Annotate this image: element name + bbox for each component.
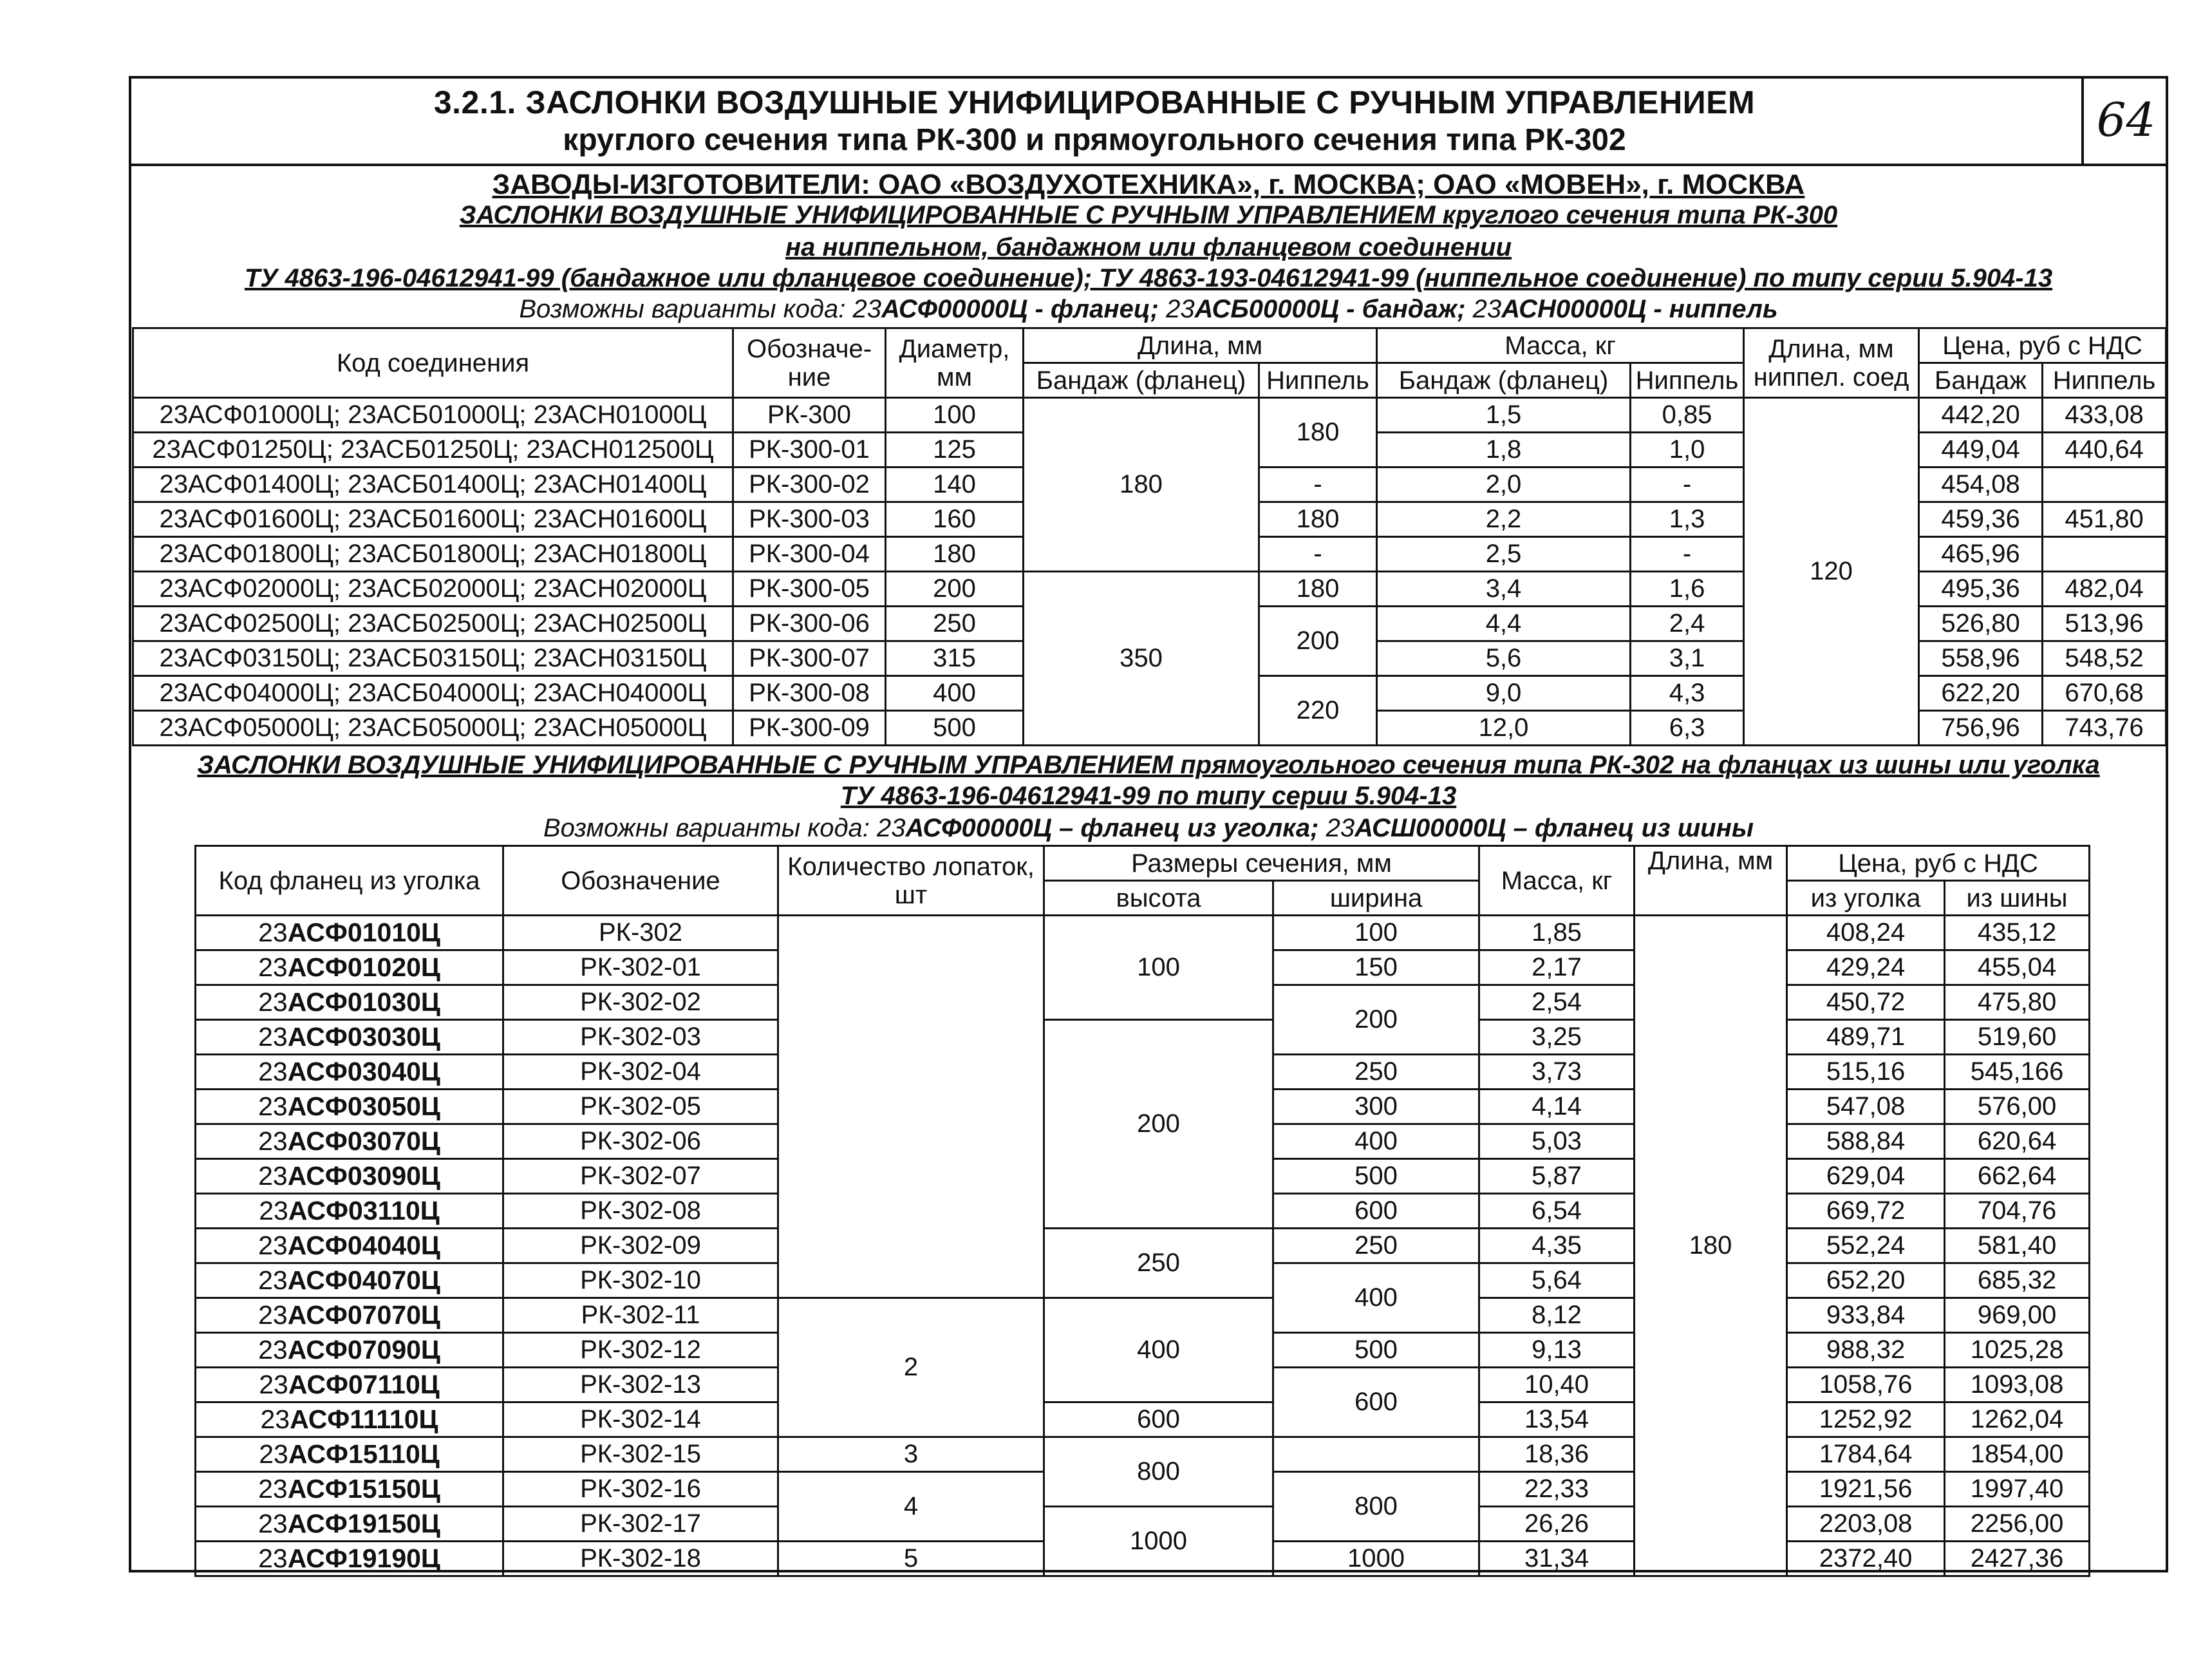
cell-mass-band: 12,0	[1377, 711, 1631, 746]
table-row	[196, 1298, 2090, 1333]
cell-code: 23АСФ19150Ц	[196, 1507, 503, 1542]
cell-mass-nip: 6,3	[1631, 711, 1744, 746]
col-width: ширина	[1273, 881, 1479, 916]
cell-designation: РК-300-04	[733, 537, 886, 572]
cell-diameter: 500	[886, 711, 1024, 746]
cell-price-band: 459,36	[1919, 502, 2043, 537]
cell-length-nip: 220	[1259, 676, 1377, 746]
cell-price-nip: 743,76	[2043, 711, 2166, 746]
cell-price-band: 756,96	[1919, 711, 2043, 746]
cell-designation: РК-302-12	[503, 1333, 778, 1368]
cell-height: 800	[1044, 1437, 1273, 1507]
cell-price-angle: 629,04	[1787, 1159, 1945, 1194]
cell-mass: 5,87	[1479, 1159, 1635, 1194]
cell-mass: 18,36	[1479, 1437, 1635, 1472]
cell-designation: РК-300-07	[733, 641, 886, 676]
cell-diameter: 250	[886, 607, 1024, 641]
cell-mass-nip: 1,0	[1631, 433, 1744, 467]
cell-designation: РК-300-02	[733, 467, 886, 502]
cell-designation: РК-300-01	[733, 433, 886, 467]
section1-subtitle: ЗАСЛОНКИ ВОЗДУШНЫЕ УНИФИЦИРОВАННЫЕ С РУЧНЫМ УПРАВЛЕНИЕМ круглого сечения типа РК-300	[459, 201, 1838, 229]
col-blades: Количество лопаток, шт	[778, 846, 1044, 916]
cell-designation: РК-302-17	[503, 1507, 778, 1542]
cell-price-nip: 548,52	[2043, 641, 2166, 676]
cell-height: 200	[1044, 1020, 1273, 1229]
cell-price-angle: 2203,08	[1787, 1507, 1945, 1542]
cell-length-nip: 180	[1259, 572, 1377, 607]
table-rk302	[194, 845, 2090, 1577]
cell-width	[1273, 1437, 1479, 1472]
cell-width: 600	[1273, 1194, 1479, 1229]
cell-mass: 5,64	[1479, 1263, 1635, 1298]
cell-designation: РК-302-03	[503, 1020, 778, 1055]
cell-blades: 5	[778, 1542, 1044, 1576]
col-price: Цена, руб с НДС	[1787, 846, 2090, 881]
cell-price-band: 454,08	[1919, 467, 2043, 502]
cell-width: 200	[1273, 985, 1479, 1055]
cell-designation: РК-302	[503, 916, 778, 950]
cell-mass-band: 9,0	[1377, 676, 1631, 711]
cell-mass-nip: 0,85	[1631, 398, 1744, 433]
cell-price-bar: 435,12	[1945, 916, 2090, 950]
cell-designation: РК-300-06	[733, 607, 886, 641]
cell-price-band: 558,96	[1919, 641, 2043, 676]
cell-designation: РК-300-09	[733, 711, 886, 746]
cell-width: 300	[1273, 1090, 1479, 1124]
cell-price-band: 526,80	[1919, 607, 2043, 641]
cell-price-bar: 519,60	[1945, 1020, 2090, 1055]
section1-tu: ТУ 4863-196-04612941-99 (бандажное или фланцевое соединение); ТУ 4863-193-04612941-99 (ниппельное соединение) по типу серии 5.904-13	[244, 264, 2053, 292]
cell-height: 100	[1044, 916, 1273, 1020]
cell-mass-nip: 4,3	[1631, 676, 1744, 711]
cell-code: 23АСФ01400Ц; 23АСБ01400Ц; 23АСН01400Ц	[133, 467, 733, 502]
cell-width: 400	[1273, 1124, 1479, 1159]
cell-height: 250	[1044, 1229, 1273, 1298]
cell-width: 400	[1273, 1263, 1479, 1333]
cell-code: 23АСФ11110Ц	[196, 1402, 503, 1437]
cell-mass: 9,13	[1479, 1333, 1635, 1368]
cell-price-nip: 433,08	[2043, 398, 2166, 433]
cell-price-bar: 475,80	[1945, 985, 2090, 1020]
cell-code: 23АСФ03040Ц	[196, 1055, 503, 1090]
cell-price-bar: 620,64	[1945, 1124, 2090, 1159]
cell-blades	[778, 916, 1044, 1298]
cell-price-angle: 1921,56	[1787, 1472, 1945, 1507]
cell-price-nip: 451,80	[2043, 502, 2166, 537]
table-row	[196, 1507, 2090, 1542]
cell-length-nip: 180	[1259, 502, 1377, 537]
cell-designation: РК-302-13	[503, 1368, 778, 1402]
cell-code: 23АСФ01800Ц; 23АСБ01800Ц; 23АСН01800Ц	[133, 537, 733, 572]
cell-price-band: 622,20	[1919, 676, 2043, 711]
section2-title: ЗАСЛОНКИ ВОЗДУШНЫЕ УНИФИЦИРОВАННЫЕ С РУЧНЫМ УПРАВЛЕНИЕМ прямоугольного сечения типа РК-302 на фланцах из шины или уголка	[197, 751, 2100, 779]
table-rk300	[132, 327, 2167, 746]
cell-mass-band: 5,6	[1377, 641, 1631, 676]
table-row	[196, 1229, 2090, 1263]
cell-mass: 22,33	[1479, 1472, 1635, 1507]
cell-designation: РК-302-09	[503, 1229, 778, 1263]
col-designation: Обозначе-ние	[733, 328, 886, 398]
cell-code: 23АСФ07110Ц	[196, 1368, 503, 1402]
cell-mass-band: 1,5	[1377, 398, 1631, 433]
col-length: Длина, мм	[1024, 328, 1377, 363]
cell-price-angle: 588,84	[1787, 1124, 1945, 1159]
cell-width: 1000	[1273, 1542, 1479, 1576]
cell-mass-band: 4,4	[1377, 607, 1631, 641]
cell-price-angle: 2372,40	[1787, 1542, 1945, 1576]
cell-code: 23АСФ07090Ц	[196, 1333, 503, 1368]
cell-price-bar: 685,32	[1945, 1263, 2090, 1298]
col-section: Размеры сечения, мм	[1044, 846, 1479, 881]
col-code: Код фланец из уголка	[196, 846, 503, 916]
cell-designation: РК-302-16	[503, 1472, 778, 1507]
cell-mass: 2,17	[1479, 950, 1635, 985]
cell-width: 250	[1273, 1229, 1479, 1263]
cell-price-angle: 429,24	[1787, 950, 1945, 985]
cell-diameter: 180	[886, 537, 1024, 572]
cell-mass: 26,26	[1479, 1507, 1635, 1542]
cell-diameter: 400	[886, 676, 1024, 711]
cell-mass-nip: 1,3	[1631, 502, 1744, 537]
cell-code: 23АСФ02000Ц; 23АСБ02000Ц; 23АСН02000Ц	[133, 572, 733, 607]
cell-price-angle: 547,08	[1787, 1090, 1945, 1124]
cell-diameter: 160	[886, 502, 1024, 537]
col-mass-nip: Ниппель	[1631, 363, 1744, 398]
page-title: 3.2.1. ЗАСЛОНКИ ВОЗДУШНЫЕ УНИФИЦИРОВАННЫЕ С РУЧНЫМ УПРАВЛЕНИЕМ	[433, 84, 1756, 120]
col-length: Длина, мм	[1635, 846, 1787, 916]
section2-variants: Возможны варианты кода: 23АСФ00000Ц – фланец из уголка; 23АСШ00000Ц – фланец из шины	[543, 814, 1754, 842]
cell-mass-nip: -	[1631, 537, 1744, 572]
table-row	[196, 916, 2090, 950]
cell-mass: 3,73	[1479, 1055, 1635, 1090]
cell-price-bar: 1854,00	[1945, 1437, 2090, 1472]
cell-price-angle: 489,71	[1787, 1020, 1945, 1055]
cell-mass: 31,34	[1479, 1542, 1635, 1576]
cell-code: 23АСФ04000Ц; 23АСБ04000Ц; 23АСН04000Ц	[133, 676, 733, 711]
cell-mass-nip: 2,4	[1631, 607, 1744, 641]
cell-designation: РК-300-05	[733, 572, 886, 607]
cell-diameter: 100	[886, 398, 1024, 433]
col-price-nip: Ниппель	[2043, 363, 2166, 398]
title-block	[129, 76, 2168, 166]
cell-code: 23АСФ01010Ц	[196, 916, 503, 950]
cell-price-bar: 2427,36	[1945, 1542, 2090, 1576]
cell-diameter: 315	[886, 641, 1024, 676]
cell-price-angle: 1252,92	[1787, 1402, 1945, 1437]
cell-price-bar: 455,04	[1945, 950, 2090, 985]
cell-mass-band: 2,5	[1377, 537, 1631, 572]
cell-price-bar: 704,76	[1945, 1194, 2090, 1229]
cell-price-band: 442,20	[1919, 398, 2043, 433]
col-designation: Обозначение	[503, 846, 778, 916]
cell-designation: РК-302-08	[503, 1194, 778, 1229]
cell-code: 23АСФ03110Ц	[196, 1194, 503, 1229]
cell-mass-band: 2,2	[1377, 502, 1631, 537]
cell-code: 23АСФ03050Ц	[196, 1090, 503, 1124]
cell-mass-band: 3,4	[1377, 572, 1631, 607]
cell-mass: 6,54	[1479, 1194, 1635, 1229]
cell-price-angle: 652,20	[1787, 1263, 1945, 1298]
cell-price-nip	[2043, 467, 2166, 502]
table-row	[196, 1402, 2090, 1437]
cell-width: 100	[1273, 916, 1479, 950]
section2-tu: ТУ 4863-196-04612941-99 по типу серии 5.904-13	[840, 782, 1457, 810]
cell-designation: РК-302-15	[503, 1437, 778, 1472]
cell-price-angle: 669,72	[1787, 1194, 1945, 1229]
cell-blades: 4	[778, 1472, 1044, 1542]
cell-width: 600	[1273, 1368, 1479, 1437]
cell-code: 23АСФ03070Ц	[196, 1124, 503, 1159]
table-row	[196, 1437, 2090, 1472]
cell-designation: РК-302-01	[503, 950, 778, 985]
cell-width: 150	[1273, 950, 1479, 985]
cell-code: 23АСФ03150Ц; 23АСБ03150Ц; 23АСН03150Ц	[133, 641, 733, 676]
col-price-angle: из уголка	[1787, 881, 1945, 916]
cell-price-angle: 408,24	[1787, 916, 1945, 950]
cell-designation: РК-302-18	[503, 1542, 778, 1576]
cell-price-bar: 1025,28	[1945, 1333, 2090, 1368]
cell-height: 1000	[1044, 1507, 1273, 1576]
cell-price-bar: 662,64	[1945, 1159, 2090, 1194]
table-row	[196, 1020, 2090, 1055]
col-mass: Масса, кг	[1377, 328, 1744, 363]
cell-length-band: 350	[1024, 572, 1259, 746]
cell-designation: РК-302-14	[503, 1402, 778, 1437]
col-mass: Масса, кг	[1479, 846, 1635, 916]
cell-code: 23АСФ19190Ц	[196, 1542, 503, 1576]
col-height: высота	[1044, 881, 1273, 916]
cell-code: 23АСФ03030Ц	[196, 1020, 503, 1055]
cell-price-bar: 1093,08	[1945, 1368, 2090, 1402]
cell-length-nip: 200	[1259, 607, 1377, 676]
cell-height: 600	[1044, 1402, 1273, 1437]
cell-code: 23АСФ03090Ц	[196, 1159, 503, 1194]
cell-price-angle: 515,16	[1787, 1055, 1945, 1090]
cell-width: 250	[1273, 1055, 1479, 1090]
cell-designation: РК-302-11	[503, 1298, 778, 1333]
cell-designation: РК-302-06	[503, 1124, 778, 1159]
cell-blades: 2	[778, 1298, 1044, 1437]
cell-price-angle: 1058,76	[1787, 1368, 1945, 1402]
cell-diameter: 140	[886, 467, 1024, 502]
cell-mass: 5,03	[1479, 1124, 1635, 1159]
cell-mass: 13,54	[1479, 1402, 1635, 1437]
cell-price-bar: 1262,04	[1945, 1402, 2090, 1437]
cell-price-angle: 1784,64	[1787, 1437, 1945, 1472]
cell-price-nip: 670,68	[2043, 676, 2166, 711]
cell-diameter: 200	[886, 572, 1024, 607]
cell-mass: 2,54	[1479, 985, 1635, 1020]
cell-price-band: 465,96	[1919, 537, 2043, 572]
col-code: Код соединения	[133, 328, 733, 398]
col-nip-length: Длина, мм ниппел. соед	[1744, 328, 1919, 398]
cell-price-bar: 1997,40	[1945, 1472, 2090, 1507]
cell-price-nip: 482,04	[2043, 572, 2166, 607]
cell-height: 400	[1044, 1298, 1273, 1402]
cell-mass-nip: 3,1	[1631, 641, 1744, 676]
cell-price-band: 495,36	[1919, 572, 2043, 607]
cell-price-nip: 440,64	[2043, 433, 2166, 467]
cell-code: 23АСФ01020Ц	[196, 950, 503, 985]
cell-price-angle: 552,24	[1787, 1229, 1945, 1263]
cell-price-band: 449,04	[1919, 433, 2043, 467]
cell-width: 500	[1273, 1333, 1479, 1368]
cell-mass-band: 2,0	[1377, 467, 1631, 502]
cell-mass: 1,85	[1479, 916, 1635, 950]
page-subtitle: круглого сечения типа РК-300 и прямоугольного сечения типа РК-302	[563, 123, 1626, 157]
cell-mass: 4,35	[1479, 1229, 1635, 1263]
cell-designation: РК-302-05	[503, 1090, 778, 1124]
cell-price-bar: 969,00	[1945, 1298, 2090, 1333]
cell-nip-conn-length: 120	[1744, 398, 1919, 746]
cell-price-angle: 450,72	[1787, 985, 1945, 1020]
page-number: 64	[2081, 76, 2168, 164]
cell-mass-nip: -	[1631, 467, 1744, 502]
cell-code: 23АСФ01030Ц	[196, 985, 503, 1020]
col-price-band: Бандаж	[1919, 363, 2043, 398]
cell-blades: 3	[778, 1437, 1044, 1472]
cell-code: 23АСФ05000Ц; 23АСБ05000Ц; 23АСН05000Ц	[133, 711, 733, 746]
cell-price-angle: 933,84	[1787, 1298, 1945, 1333]
table-row	[133, 398, 2166, 433]
cell-length-band: 180	[1024, 398, 1259, 572]
cell-mass: 8,12	[1479, 1298, 1635, 1333]
cell-length-nip: -	[1259, 537, 1377, 572]
cell-code: 23АСФ01600Ц; 23АСБ01600Ц; 23АСН01600Ц	[133, 502, 733, 537]
col-length-band: Бандаж (фланец)	[1024, 363, 1259, 398]
cell-price-angle: 988,32	[1787, 1333, 1945, 1368]
cell-code: 23АСФ02500Ц; 23АСБ02500Ц; 23АСН02500Ц	[133, 607, 733, 641]
cell-length-nip: 180	[1259, 398, 1377, 467]
cell-price-bar: 2256,00	[1945, 1507, 2090, 1542]
cell-designation: РК-302-02	[503, 985, 778, 1020]
cell-width: 800	[1273, 1472, 1479, 1542]
section1-subtitle2: на ниппельном, бандажном или фланцевом соединении	[785, 233, 1512, 261]
cell-code: 23АСФ15110Ц	[196, 1437, 503, 1472]
cell-code: 23АСФ01000Ц; 23АСБ01000Ц; 23АСН01000Ц	[133, 398, 733, 433]
cell-designation: РК-300-08	[733, 676, 886, 711]
cell-length: 180	[1635, 916, 1787, 1576]
cell-designation: РК-300	[733, 398, 886, 433]
cell-mass: 3,25	[1479, 1020, 1635, 1055]
cell-width: 500	[1273, 1159, 1479, 1194]
cell-price-nip	[2043, 537, 2166, 572]
cell-designation: РК-302-04	[503, 1055, 778, 1090]
section1-variants: Возможны варианты кода: 23АСФ00000Ц - фланец; 23АСБ00000Ц - бандаж; 23АСН00000Ц - ниппель	[519, 295, 1778, 323]
cell-mass-band: 1,8	[1377, 433, 1631, 467]
cell-price-bar: 581,40	[1945, 1229, 2090, 1263]
cell-designation: РК-302-07	[503, 1159, 778, 1194]
cell-mass: 10,40	[1479, 1368, 1635, 1402]
col-price-bar: из шины	[1945, 881, 2090, 916]
cell-price-nip: 513,96	[2043, 607, 2166, 641]
cell-code: 23АСФ07070Ц	[196, 1298, 503, 1333]
cell-code: 23АСФ01250Ц; 23АСБ01250Ц; 23АСН012500Ц	[133, 433, 733, 467]
cell-diameter: 125	[886, 433, 1024, 467]
cell-mass: 4,14	[1479, 1090, 1635, 1124]
cell-mass-nip: 1,6	[1631, 572, 1744, 607]
col-diameter: Диаметр, мм	[886, 328, 1024, 398]
cell-length-nip: -	[1259, 467, 1377, 502]
cell-price-bar: 576,00	[1945, 1090, 2090, 1124]
cell-code: 23АСФ04040Ц	[196, 1229, 503, 1263]
cell-code: 23АСФ15150Ц	[196, 1472, 503, 1507]
col-length-nip: Ниппель	[1259, 363, 1377, 398]
cell-designation: РК-300-03	[733, 502, 886, 537]
manufacturers-line: ЗАВОДЫ-ИЗГОТОВИТЕЛИ: ОАО «ВОЗДУХОТЕХНИКА», г. МОСКВА; ОАО «МОВЕН», г. МОСКВА	[492, 169, 1805, 200]
cell-designation: РК-302-10	[503, 1263, 778, 1298]
col-price: Цена, руб с НДС	[1919, 328, 2166, 363]
col-mass-band: Бандаж (фланец)	[1377, 363, 1631, 398]
cell-code: 23АСФ04070Ц	[196, 1263, 503, 1298]
cell-price-bar: 545,166	[1945, 1055, 2090, 1090]
